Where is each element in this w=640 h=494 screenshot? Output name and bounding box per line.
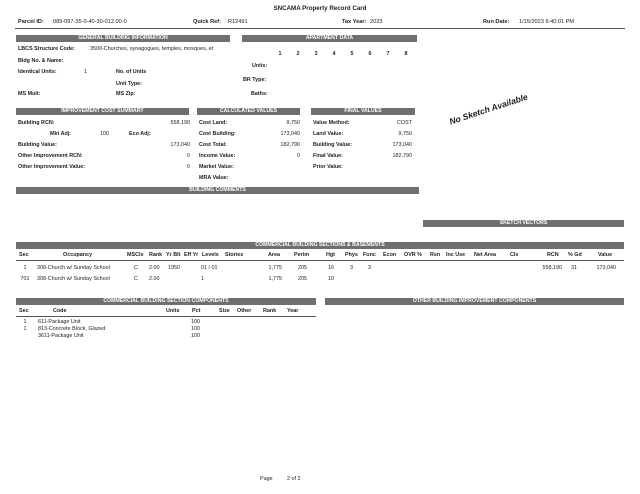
final-value-amount: COST — [397, 120, 412, 126]
commercial-column-header: Sec — [19, 252, 29, 258]
building-value-value: 173,040 — [170, 142, 190, 148]
calculated-value-label: MRA Value: — [199, 175, 229, 181]
apartment-column-number: 7 — [386, 51, 390, 57]
commercial-column-header: Area — [268, 252, 280, 258]
final-value-amount: 173,040 — [392, 142, 412, 148]
other-improvement-rcn-value: 0 — [187, 153, 190, 159]
commercial-column-header: Func — [363, 252, 376, 258]
commercial-column-header: Econ — [383, 252, 397, 258]
commercial-cell-phys: 3 — [350, 265, 353, 271]
final-value-label: Land Value: — [313, 131, 344, 137]
mkt-adj-label: Mkt Adj: — [50, 131, 72, 137]
parcel-id-label: Parcel ID: — [18, 19, 44, 25]
commercial-cell-levels: 01 / 01 — [201, 265, 218, 271]
units-label: Units: — [252, 63, 268, 69]
components-column-header: Size — [219, 308, 230, 314]
final-value-amount: 9,750 — [398, 131, 412, 137]
other-improvement-components-header: OTHER BUILDING IMPROVEMENT COMPONENTS — [325, 298, 624, 305]
apartment-column-number: 3 — [314, 51, 318, 57]
commercial-column-header: Net Area — [474, 252, 496, 258]
final-value-label: Final Value: — [313, 153, 343, 159]
commercial-column-header: Hgt — [326, 252, 335, 258]
commercial-column-header: Eff Yr — [184, 252, 199, 258]
apartment-column-number: 6 — [368, 51, 372, 57]
baths-label: Baths: — [251, 91, 268, 97]
commercial-cell-occupancy: 308-Church w/ Sunday School — [37, 276, 110, 282]
identical-units-value: 1 — [84, 69, 87, 75]
commercial-sections-header: COMMERCIAL BUILDING SECTIONS & BASEMENTS — [16, 242, 624, 249]
commercial-column-header: % Gd — [568, 252, 582, 258]
no-of-units-label: No. of Units — [116, 69, 147, 75]
ms-zip-label: MS Zip: — [116, 91, 136, 97]
components-cell-sec: 1 — [23, 326, 27, 332]
commercial-column-header: Value — [598, 252, 613, 258]
commercial-cell-occupancy: 308-Church w/ Sunday School — [37, 265, 110, 271]
apartment-column-number: 4 — [332, 51, 336, 57]
components-column-header: Other — [237, 308, 252, 314]
calculated-value-label: Cost Land: — [199, 120, 228, 126]
improvement-cost-header: IMPROVEMENT COST SUMMARY — [16, 108, 189, 115]
commercial-cell-value: 173,040 — [596, 265, 616, 271]
run-date-value: 1/15/2023 6:40:01 PM — [519, 19, 575, 25]
commercial-cell-rank: 2.00 — [149, 276, 160, 282]
page-number: 2 of 2 — [287, 476, 301, 482]
calculated-value-amount: 173,040 — [280, 131, 300, 137]
commercial-cell-hgt: 16 — [328, 265, 334, 271]
final-value-label: Value Method: — [313, 120, 350, 126]
commercial-column-header: OVR % — [404, 252, 422, 258]
eco-adj-label: Eco Adj: — [129, 131, 151, 137]
ms-mult-label: MS Mult: — [18, 91, 41, 97]
components-cell-code: 3611-Package Unit — [38, 333, 84, 339]
building-value-label: Building Value: — [18, 142, 57, 148]
building-comments-header: BUILDING COMMENTS — [16, 187, 419, 194]
commercial-cell-rcn: 558,190 — [542, 265, 562, 271]
page-title: SNCAMA Property Record Card — [273, 5, 367, 12]
commercial-cell-area: 1,775 — [268, 265, 282, 271]
components-cell-pct: 100 — [191, 326, 200, 332]
bldg-no-label: Bldg No. & Name: — [18, 58, 64, 64]
components-cell-sec: 1 — [23, 319, 27, 325]
commercial-cell-hgt: 10 — [328, 276, 334, 282]
br-type-label: BR Type: — [243, 77, 267, 83]
apartment-column-number: 8 — [404, 51, 408, 57]
commercial-column-header: Yr Blt — [166, 252, 181, 258]
run-date-label: Run Date: — [483, 19, 510, 25]
commercial-cell-func: 3 — [368, 265, 371, 271]
commercial-cell-area: 1,775 — [268, 276, 282, 282]
building-rcn-value: 558,190 — [170, 120, 190, 126]
commercial-column-header: Phys — [345, 252, 358, 258]
final-value-label: Prior Value: — [313, 164, 343, 170]
commercial-column-header: Perim — [294, 252, 309, 258]
calculated-value-amount: 182,790 — [280, 142, 300, 148]
other-improvement-value-label: Other Improvement Value: — [18, 164, 86, 170]
commercial-column-header: Levels — [202, 252, 219, 258]
components-column-header: Rank — [263, 308, 277, 314]
calculated-value-label: Cost Building: — [199, 131, 236, 137]
calculated-values-header: CALCULATED VALUES — [197, 108, 300, 115]
section-components-header: COMMERCIAL BUILDING SECTION COMPONENTS — [16, 298, 316, 305]
final-value-label: Building Value: — [313, 142, 352, 148]
components-column-header: Code — [53, 308, 67, 314]
header-rule — [15, 28, 625, 29]
calculated-value-label: Cost Total: — [199, 142, 227, 148]
components-header-rule — [16, 316, 316, 317]
commercial-cell-mscls: C — [134, 265, 138, 271]
other-improvement-rcn-label: Other Improvement RCN: — [18, 153, 83, 159]
commercial-cell-rank: 2.00 — [149, 265, 160, 271]
mkt-adj-value: 100 — [100, 131, 109, 137]
components-column-header: Units — [166, 308, 180, 314]
calculated-value-amount: 9,750 — [286, 120, 300, 126]
unit-type-label: Unit Type: — [116, 81, 142, 87]
other-improvement-value-value: 0 — [187, 164, 190, 170]
commercial-cell-sec: 1 — [23, 265, 27, 271]
apartment-data-header: APARTMENT DATA — [242, 35, 417, 42]
quick-ref-label: Quick Ref: — [193, 19, 221, 25]
calculated-value-label: Market Value: — [199, 164, 234, 170]
commercial-column-header: Stories — [225, 252, 244, 258]
commercial-cell-yr-blt: 1950 — [168, 265, 180, 271]
sketch-vectors-header: SKETCH VECTORS — [423, 220, 624, 227]
commercial-cell-levels: 1 — [201, 276, 204, 282]
lbcs-value: 3500-Churches, synagogues, temples, mosques, et — [90, 46, 214, 52]
commercial-column-header: MSCls — [127, 252, 144, 258]
no-sketch-label: No Sketch Available — [448, 91, 529, 127]
commercial-column-header: Rank — [149, 252, 163, 258]
commercial-column-header: Cls — [510, 252, 519, 258]
apartment-column-number: 2 — [296, 51, 300, 57]
components-cell-code: 611-Package Unit — [38, 319, 81, 325]
commercial-column-header: Rsn — [430, 252, 441, 258]
building-rcn-label: Building RCN: — [18, 120, 55, 126]
tax-year-label: Tax Year: — [342, 19, 367, 25]
components-column-header: Pct — [192, 308, 201, 314]
components-cell-code: 813-Concrete Block, Glazed — [38, 326, 106, 332]
commercial-header-rule — [16, 260, 624, 261]
components-cell-pct: 100 — [191, 319, 200, 325]
commercial-cell-sec: 701 — [20, 276, 30, 282]
identical-units-label: Identical Units: — [18, 69, 57, 75]
quick-ref-value: R12491 — [228, 19, 248, 25]
lbcs-label: LBCS Structure Code: — [18, 46, 75, 52]
parcel-id-value: 089-097-35-0-40-30-012.00-0 — [53, 19, 127, 25]
commercial-cell-perim: 205 — [298, 265, 307, 271]
calculated-value-label: Income Value: — [199, 153, 236, 159]
commercial-cell-mscls: C — [134, 276, 138, 282]
page-label: Page — [260, 476, 273, 482]
apartment-column-number: 1 — [278, 51, 282, 57]
commercial-column-header: Inc Use — [446, 252, 466, 258]
final-value-amount: 182,790 — [392, 153, 412, 159]
commercial-cell-pct-gd: 31 — [571, 265, 577, 271]
components-column-header: Sec — [19, 308, 29, 314]
components-cell-pct: 100 — [191, 333, 200, 339]
commercial-column-header: Occupancy — [63, 252, 93, 258]
commercial-column-header: RCN — [547, 252, 559, 258]
general-info-header: GENERAL BUILDING INFORMATION — [16, 35, 230, 42]
components-column-header: Year — [287, 308, 299, 314]
tax-year-value: 2023 — [370, 19, 383, 25]
final-values-header: FINAL VALUES — [311, 108, 415, 115]
calculated-value-amount: 0 — [297, 153, 300, 159]
apartment-column-number: 5 — [350, 51, 354, 57]
commercial-cell-perim: 205 — [298, 276, 307, 282]
